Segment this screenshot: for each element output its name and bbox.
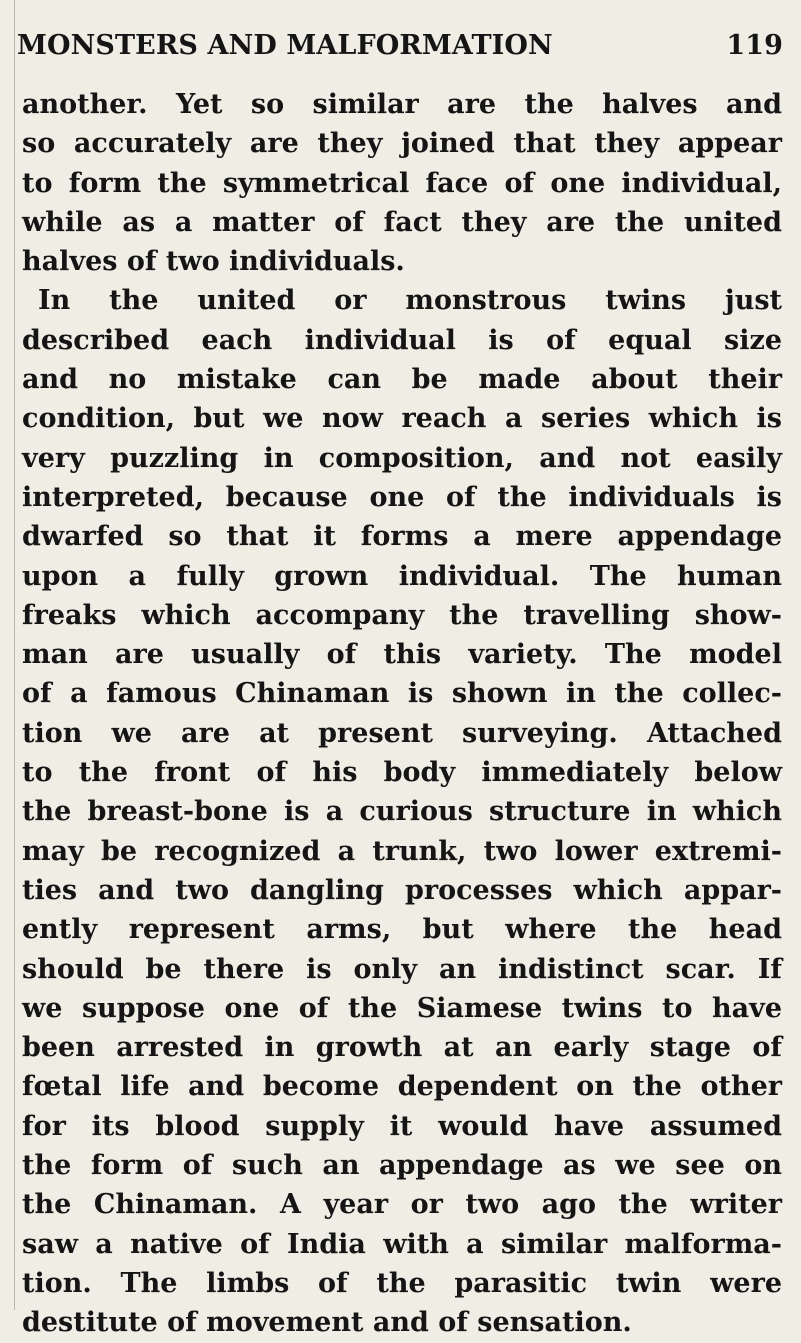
text-line: upon a fully grown individual. The human [22,560,782,592]
running-header [17,30,783,70]
text-line: to the front of his body immediately below [22,757,782,789]
text-line: freaks which accompany the travelling show- [22,599,782,631]
text-line: man are usually of this variety. The model [22,639,782,671]
text-line: fœtal life and become dependent on the other [22,1071,782,1103]
text-line: dwarfed so that it forms a mere appendage [22,521,782,553]
body-text [22,85,782,1343]
text-line: another. Yet so similar are the halves and [22,89,782,120]
text-line: while as a matter of fact they are the united [22,206,782,238]
text-line: may be recognized a trunk, two lower extremi- [22,835,782,867]
text-line: for its blood supply it would have assumed [22,1110,782,1142]
text-line: condition, but we now reach a series which is [22,403,782,435]
text-line: we suppose one of the Siamese twins to have [22,992,782,1024]
text-line: saw a native of India with a similar malforma- [22,1228,782,1260]
running-title: MONSTERS AND MALFORMATION [17,30,553,61]
text-line: destitute of movement and of sensation. [22,1307,632,1339]
text-line: halves of two individuals. [22,246,405,278]
text-line-paragraph-start: In the united or monstrous twins just [38,285,782,317]
text-line: the breast-bone is a curious structure in which [22,796,782,828]
text-line: ently represent arms, but where the head [22,914,782,946]
text-line: ties and two dangling processes which appar- [22,874,782,906]
text-line: tion. The limbs of the parasitic twin were [22,1267,782,1299]
text-line: the Chinaman. A year or two ago the writer [22,1189,782,1221]
text-line: should be there is only an indistinct scar. If [22,953,782,985]
text-line: so accurately are they joined that they appear [22,128,782,160]
text-line: tion we are at present surveying. Attached [22,717,782,749]
page-number: 119 [726,30,783,61]
text-line: of a famous Chinaman is shown in the collec- [22,678,782,710]
text-line: interpreted, because one of the individuals is [22,481,782,513]
text-line: been arrested in growth at an early stage of [22,1032,782,1064]
text-line: very puzzling in composition, and not easily [22,442,782,474]
page-gutter-edge [14,0,15,1310]
text-line: the form of such an appendage as we see on [22,1150,782,1182]
text-line: and no mistake can be made about their [22,364,782,396]
text-line: to form the symmetrical face of one individual, [22,167,782,199]
text-line: described each individual is of equal size [22,324,782,356]
